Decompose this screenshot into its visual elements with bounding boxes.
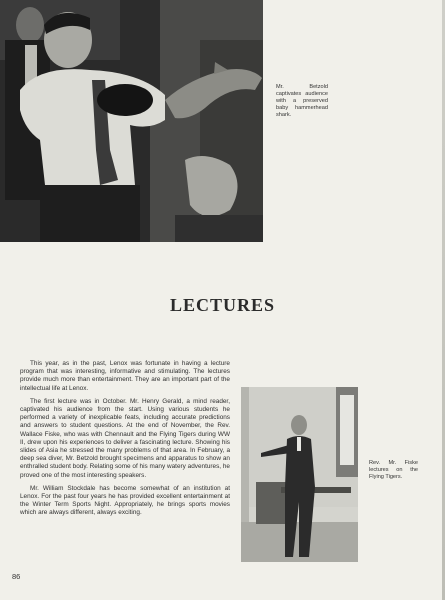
caption-bottom: Rev. Mr. Fiske lectures on the Flying Tigers. <box>369 460 418 480</box>
photo-betzold-shark <box>0 0 263 242</box>
photo-fiske-lecture <box>241 387 358 562</box>
paragraph-stockdale: Mr. William Stockdale has become somewhat of an institution at Lenox. For the past four years he has provided excellent entertainment at the Winter Term Sports Night. Appropriately, he brings sports movies which are always different, always exciting. <box>20 484 230 517</box>
paragraph-intro: This year, as in the past, Lenox was fortunate in having a lecture program that was interesting, informative and stimulating. The lectures provide much more than entertainment. They are an important part of the intellectual life at Lenox. <box>20 360 230 392</box>
caption-top: Mr. Betzold captivates audience with a preserved baby hammerhead shark. <box>276 84 328 118</box>
body-text <box>20 360 230 523</box>
page-number: 86 <box>12 572 21 581</box>
paragraph-lectures: The first lecture was in October. Mr. Henry Gerald, a mind reader, captivated his audience from the start. Using various students he performed a variety of inexplicable feats, including accurate predictions and answers to student questions. At the end of November, the Rev. Wallace Fiske, who was with Chennault and the Flying Tigers during WW II, drew upon his experiences to deliver a fascinating lecture. Showing his slides of Asia he stressed the many problems of that area. In February, a deep sea diver, Mr. Betzold brought specimens and apparatus to show an enthralled student body. Relating some of his many watery adventures, he proved one of the most interesting speakers. <box>20 397 230 479</box>
page-title: LECTURES <box>169 295 276 315</box>
